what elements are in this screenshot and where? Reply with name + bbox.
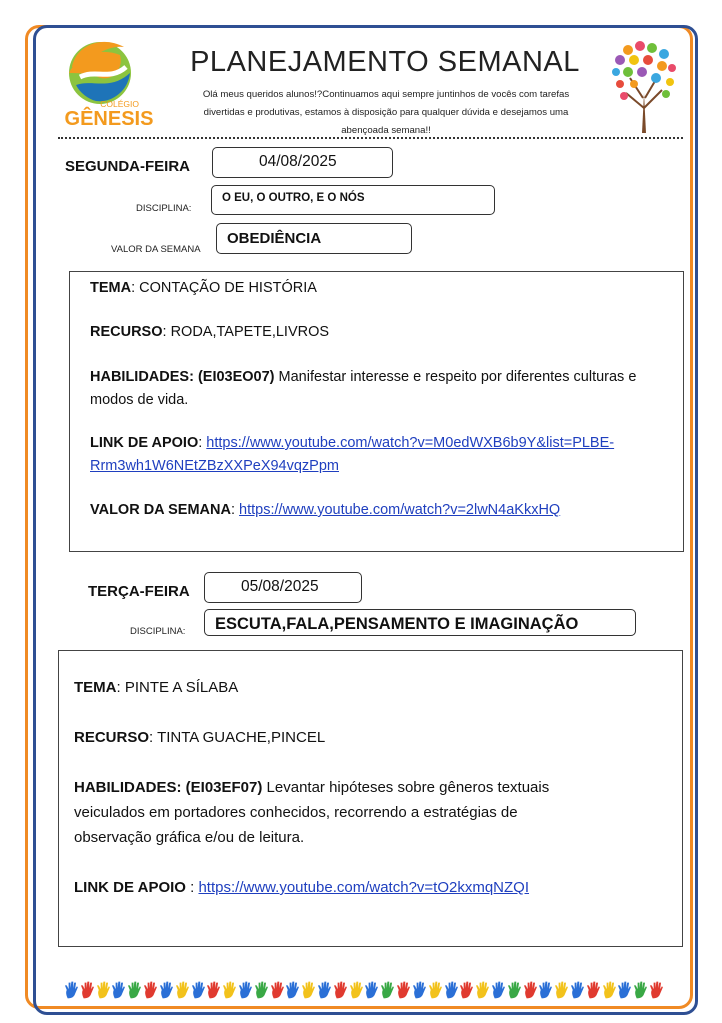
- monday-valor: OBEDIÊNCIA: [227, 230, 322, 247]
- monday-date: 04/08/2025: [259, 153, 337, 170]
- monday-link-sep: :: [198, 435, 207, 451]
- hand-print-icon: [459, 980, 474, 1000]
- monday-recurso-value: : RODA,TAPETE,LIVROS: [162, 324, 330, 340]
- monday-disciplina-label: DISCIPLINA:: [136, 203, 192, 214]
- monday-valor-link-sep: :: [230, 502, 240, 518]
- hand-print-icon: [96, 980, 111, 1000]
- tuesday-link-sep: :: [185, 879, 199, 896]
- genesis-logo-icon: [62, 33, 162, 133]
- intro-text: [172, 86, 600, 140]
- monday-link-url-line: Rrm3wh1W6NEtZBzXXPeX94vqzPpm: [90, 458, 339, 474]
- monday-habilidades-value: Manifestar interesse e respeito por diferentes culturas e: [274, 369, 637, 385]
- logo-top-text: COLÉGIO: [100, 99, 139, 109]
- hand-print-icon: [554, 980, 569, 1000]
- monday-valor-link-url[interactable]: https://www.youtube.com/watch?v=2lwN4aKkxHQ: [239, 502, 561, 518]
- hand-print-icon: [396, 980, 411, 1000]
- hand-print-icon: [206, 980, 221, 1000]
- tuesday-disciplina: ESCUTA,FALA,PENSAMENTO E IMAGINAÇÃO: [215, 615, 579, 633]
- hand-print-icon: [570, 980, 585, 1000]
- hand-print-icon: [428, 980, 443, 1000]
- hand-print-icon: [649, 980, 664, 1000]
- tuesday-link-de-apoio: [74, 876, 529, 899]
- hand-print-icon: [412, 980, 427, 1000]
- hand-print-icon: [64, 980, 79, 1000]
- hand-print-icon: [633, 980, 648, 1000]
- tuesday-tema-label: TEMA: [74, 679, 117, 696]
- tuesday-habilidades-value: observação gráfica e/ou de leitura.: [74, 829, 305, 846]
- tuesday-disciplina-field[interactable]: [204, 609, 636, 636]
- hand-prints-border-icon: [64, 980, 664, 1004]
- monday-tema-value: : CONTAÇÃO DE HISTÓRIA: [131, 280, 317, 296]
- monday-recurso: [90, 321, 329, 344]
- hand-print-icon: [475, 980, 490, 1000]
- hand-print-icon: [523, 980, 538, 1000]
- hand-print-icon: [285, 980, 300, 1000]
- monday-recurso-label: RECURSO: [90, 324, 163, 340]
- monday-valor-field[interactable]: [216, 223, 412, 254]
- hand-print-icon: [444, 980, 459, 1000]
- hand-print-icon: [617, 980, 632, 1000]
- monday-tema-label: TEMA: [90, 280, 132, 296]
- tuesday-link-label: LINK DE APOIO: [74, 879, 186, 896]
- intro-line: abençoada semana!!: [341, 125, 431, 136]
- hand-print-icon: [143, 980, 158, 1000]
- monday-disciplina-field[interactable]: [211, 185, 495, 215]
- hand-print-icon: [364, 980, 379, 1000]
- hand-print-icon: [538, 980, 553, 1000]
- monday-link-de-apoio: [90, 432, 675, 478]
- header-divider: [58, 137, 683, 139]
- hand-print-icon: [602, 980, 617, 1000]
- monday-valor-link-label: VALOR DA SEMANA: [90, 502, 231, 518]
- tuesday-link-url[interactable]: https://www.youtube.com/watch?v=tO2kxmqNZQI: [198, 879, 530, 896]
- hand-print-icon: [191, 980, 206, 1000]
- monday-label: SEGUNDA-FEIRA: [65, 158, 191, 175]
- monday-date-field[interactable]: [212, 147, 393, 178]
- hand-print-icon: [238, 980, 253, 1000]
- hand-print-icon: [317, 980, 332, 1000]
- intro-line: Olá meus queridos alunos!?Continuamos aqui sempre juntinhos de vocês com tarefas: [202, 89, 570, 100]
- monday-link-url-line: https://www.youtube.com/watch?v=M0edWXB6b9Y&list=PLBE-: [206, 435, 615, 451]
- hand-print-icon: [349, 980, 364, 1000]
- hand-print-icon: [586, 980, 601, 1000]
- hand-print-icon: [333, 980, 348, 1000]
- hand-print-icon: [380, 980, 395, 1000]
- monday-tema: [90, 277, 317, 300]
- hand-print-icon: [175, 980, 190, 1000]
- hand-print-icon: [507, 980, 522, 1000]
- tuesday-habilidades-value: Levantar hipóteses sobre gêneros textuais: [262, 779, 550, 796]
- hand-print-icon: [254, 980, 269, 1000]
- hand-print-icon: [222, 980, 237, 1000]
- logo-name-text: GÊNESIS: [64, 108, 154, 130]
- tuesday-tema-value: : PINTE A SÍLABA: [116, 679, 239, 696]
- tuesday-recurso-value: : TINTA GUACHE,PINCEL: [149, 729, 326, 746]
- monday-link-label: LINK DE APOIO: [90, 435, 199, 451]
- hand-print-icon: [159, 980, 174, 1000]
- tuesday-date-field[interactable]: [204, 572, 362, 603]
- monday-habilidades-value: modos de vida.: [90, 392, 189, 408]
- hand-print-icon: [301, 980, 316, 1000]
- page-title: PLANEJAMENTO SEMANAL: [190, 46, 580, 78]
- hand-print-icon: [270, 980, 285, 1000]
- tuesday-habilidades-value: veiculados em portadores conhecidos, recorrendo a estratégias de: [74, 804, 518, 821]
- tuesday-recurso: [74, 726, 325, 749]
- tuesday-label: TERÇA-FEIRA: [88, 583, 190, 600]
- tuesday-tema: [74, 676, 238, 699]
- intro-line: divertidas e produtivas, estamos à disposição para qualquer dúvida e desejamos uma: [203, 107, 569, 118]
- hand-print-icon: [491, 980, 506, 1000]
- tuesday-habilidades-label: HABILIDADES: (EI03EF07): [74, 779, 263, 796]
- monday-valor-link: [90, 499, 560, 522]
- tuesday-recurso-label: RECURSO: [74, 729, 150, 746]
- monday-habilidades-label: HABILIDADES: (EI03EO07): [90, 369, 275, 385]
- tuesday-date: 05/08/2025: [241, 578, 319, 595]
- monday-habilidades: [90, 366, 675, 412]
- tuesday-disciplina-label: DISCIPLINA:: [130, 626, 186, 637]
- monday-disciplina: O EU, O OUTRO, E O NÓS: [222, 192, 365, 204]
- colorful-tree-icon: [608, 38, 680, 138]
- hand-print-icon: [111, 980, 126, 1000]
- monday-valor-label: VALOR DA SEMANA: [111, 244, 201, 255]
- tuesday-habilidades: [74, 775, 674, 850]
- hand-print-icon: [80, 980, 95, 1000]
- hand-print-icon: [127, 980, 142, 1000]
